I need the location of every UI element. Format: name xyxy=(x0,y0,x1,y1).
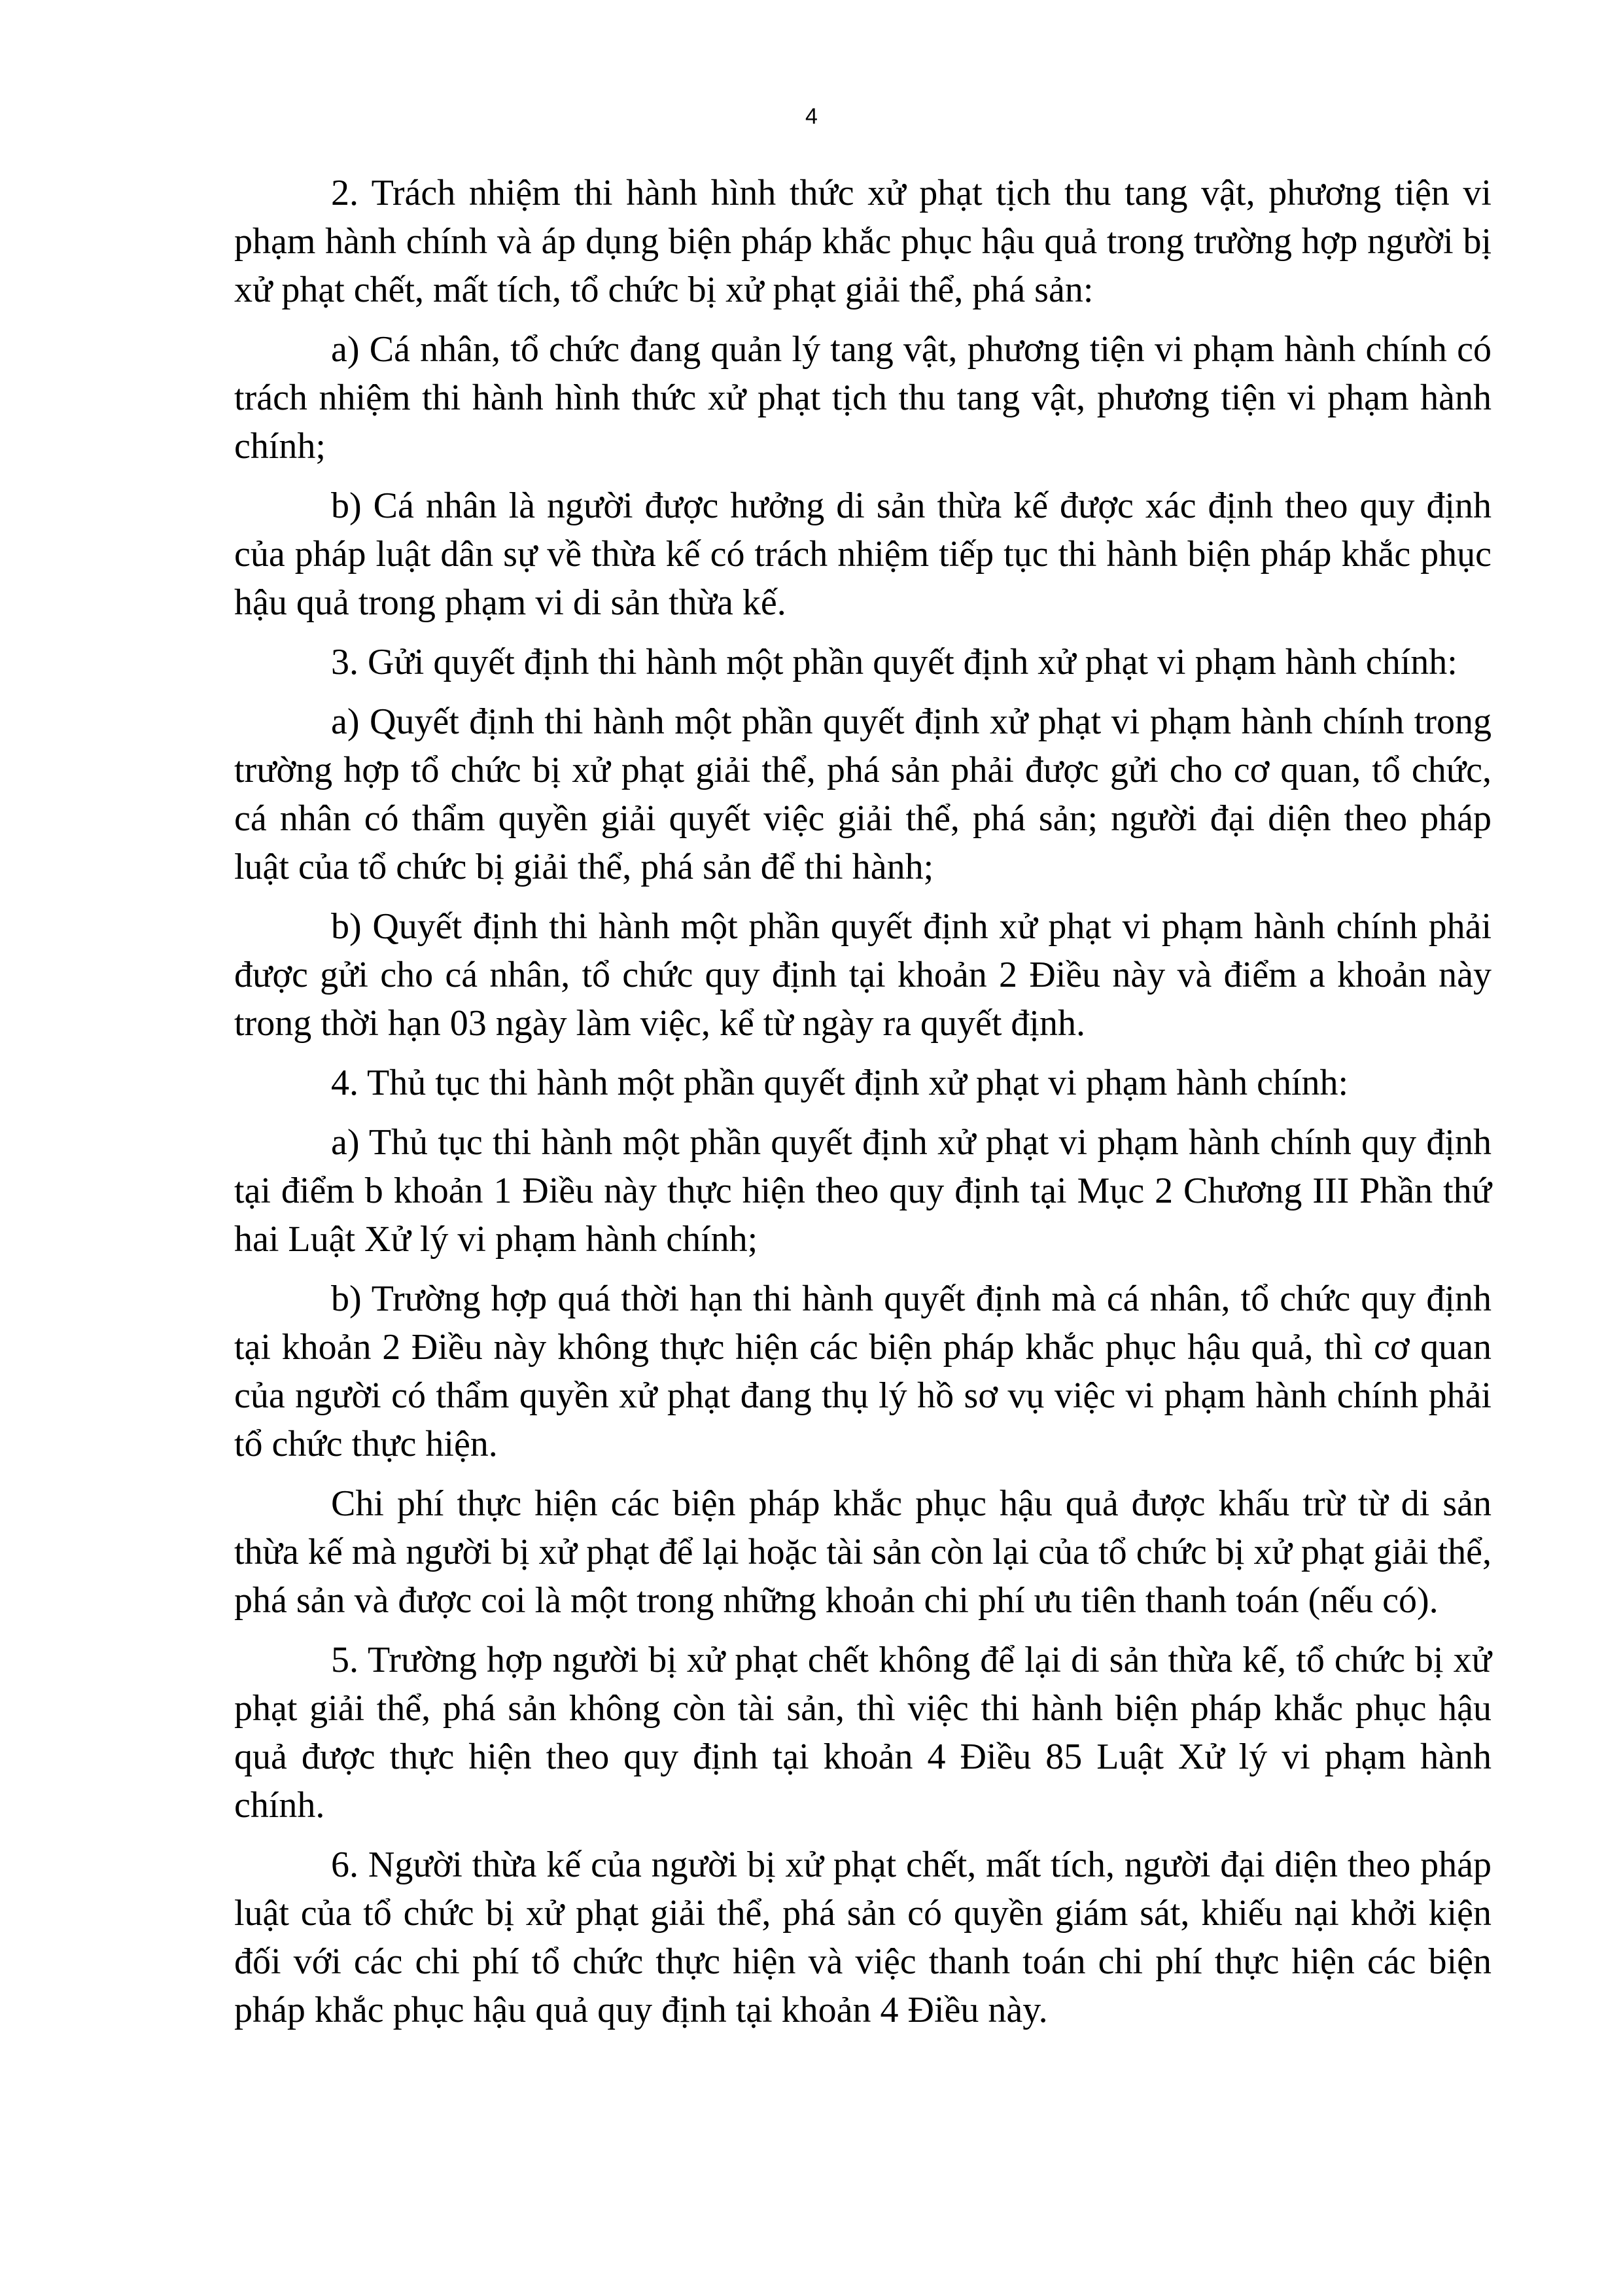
paragraph-clause-4: 4. Thủ tục thi hành một phần quyết định xử phạt vi phạm hành chính: xyxy=(331,1063,1349,1103)
paragraph-clause-3b: b) Quyết định thi hành một phần quyết định xử phạt vi phạm hành chính phải được gửi cho cá nhân, tổ chức quy định tại khoản 2 Điều này và điểm a khoản này trong thời hạn 03 ngày làm việc, kể từ ngày ra quyết định. xyxy=(234,906,1492,1044)
page-number: 4 xyxy=(805,104,818,129)
paragraph-clause-3a: a) Quyết định thi hành một phần quyết định xử phạt vi phạm hành chính trong trường hợp tổ chức bị xử phạt giải thể, phá sản phải được gửi cho cơ quan, tổ chức, cá nhân có thẩm quyền giải quyết việc giải thể, phá sản; người đại diện theo pháp luật của tổ chức bị giải thể, phá sản để thi hành; xyxy=(234,701,1492,887)
paragraph-clause-2b: b) Cá nhân là người được hưởng di sản thừa kế được xác định theo quy định của pháp luật dân sự về thừa kế có trách nhiệm tiếp tục thi hành biện pháp khắc phục hậu quả trong phạm vi di sản thừa kế. xyxy=(234,486,1492,623)
paragraph-clause-4a: a) Thủ tục thi hành một phần quyết định xử phạt vi phạm hành chính quy định tại điểm b khoản 1 Điều này thực hiện theo quy định tại Mục 2 Chương III Phần thứ hai Luật Xử lý vi phạm hành chính; xyxy=(234,1122,1492,1260)
paragraph-clause-5: 5. Trường hợp người bị xử phạt chết không để lại di sản thừa kế, tổ chức bị xử phạt giải thể, phá sản không còn tài sản, thì việc thi hành biện pháp khắc phục hậu quả được thực hiện theo quy định tại khoản 4 Điều 85 Luật Xử lý vi phạm hành chính. xyxy=(234,1640,1492,1826)
paragraph-clause-3: 3. Gửi quyết định thi hành một phần quyết định xử phạt vi phạm hành chính: xyxy=(331,642,1457,682)
paragraph-clause-2a: a) Cá nhân, tổ chức đang quản lý tang vật, phương tiện vi phạm hành chính có trách nhiệm thi hành hình thức xử phạt tịch thu tang vật, phương tiện vi phạm hành chính; xyxy=(234,329,1492,467)
paragraph-clause-4b: b) Trường hợp quá thời hạn thi hành quyết định mà cá nhân, tổ chức quy định tại khoản 2 Điều này không thực hiện các biện pháp khắc phục hậu quả, thì cơ quan của người có thẩm quyền xử phạt đang thụ lý hồ sơ vụ việc vi phạm hành chính phải tổ chức thực hiện. xyxy=(234,1279,1492,1464)
paragraph-clause-6: 6. Người thừa kế của người bị xử phạt chết, mất tích, người đại diện theo pháp luật của tổ chức bị xử phạt giải thể, phá sản có quyền giám sát, khiếu nại khởi kiện đối với các chi phí tổ chức thực hiện và việc thanh toán chi phí thực hiện các biện pháp khắc phục hậu quả quy định tại khoản 4 Điều này. xyxy=(234,1845,1492,2030)
paragraph-clause-4-costs: Chi phí thực hiện các biện pháp khắc phục hậu quả được khấu trừ từ di sản thừa kế mà người bị xử phạt để lại hoặc tài sản còn lại của tổ chức bị xử phạt giải thể, phá sản và được coi là một trong những khoản chi phí ưu tiên thanh toán (nếu có). xyxy=(234,1483,1492,1621)
paragraph-clause-2: 2. Trách nhiệm thi hành hình thức xử phạt tịch thu tang vật, phương tiện vi phạm hành chính và áp dụng biện pháp khắc phục hậu quả trong trường hợp người bị xử phạt chết, mất tích, tổ chức bị xử phạt giải thể, phá sản: xyxy=(234,173,1492,310)
document-body xyxy=(234,169,1492,2045)
